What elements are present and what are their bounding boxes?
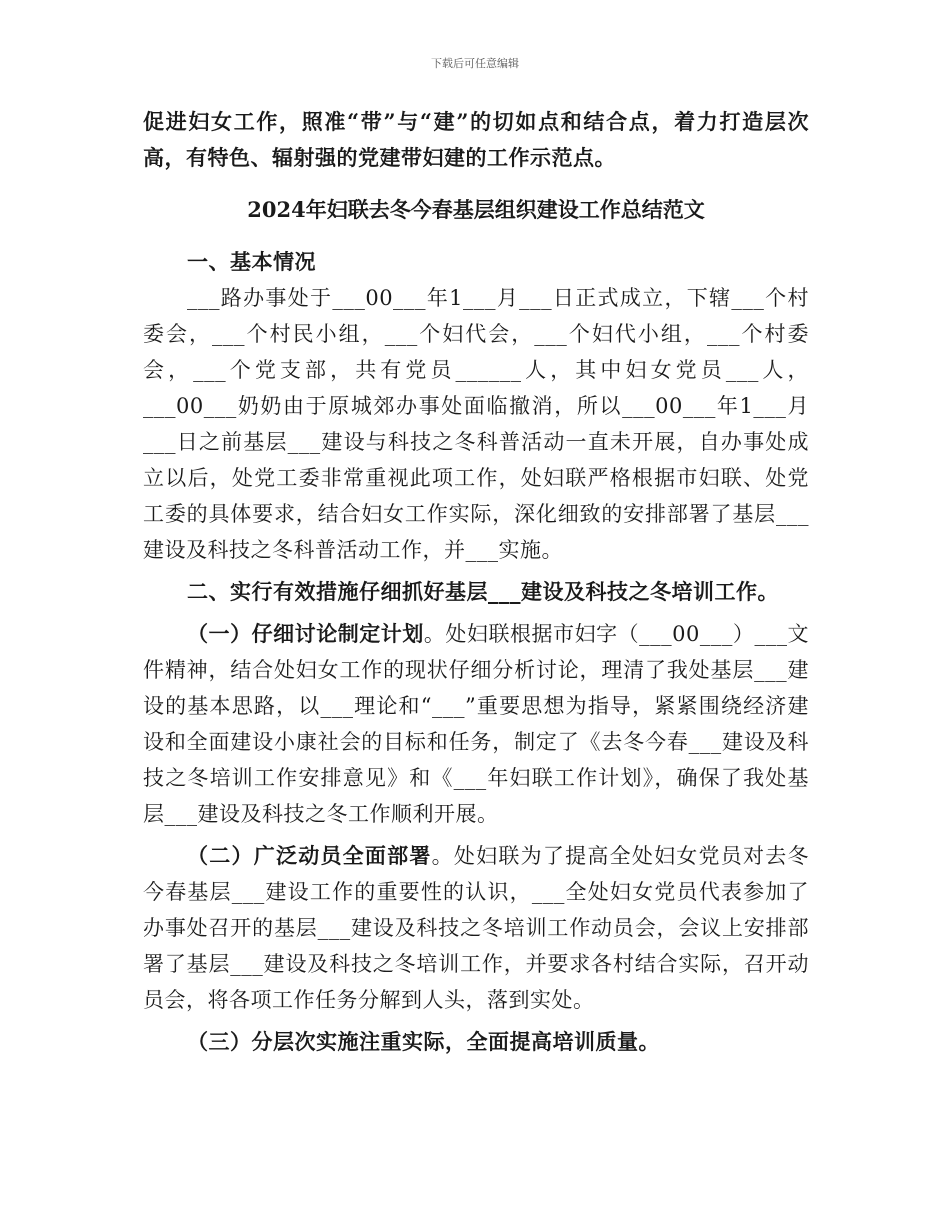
section-2-item-1-body: 。处妇联根据市妇字（___00___）___文件精神，结合处妇女工作的现状仔细分析讨论，理清了我处基层___建设的基本思路，以___理论和“___”重要思想为指导，紧紧围绕经济建设和全面建设小康社会的目标和任务，制定了《去冬今春___建设及科技之冬培训工作安排意见》和《___年妇联工作计划》，确保了我处基层___建设及科技之冬工作顺利开展。	[143, 622, 809, 826]
section-2-item-2	[143, 838, 809, 1018]
section-2-item-2-body: 。处妇联为了提高全处妇女党员对去冬今春基层___建设工作的重要性的认识，___全处妇女党员代表参加了办事处召开的基层___建设及科技之冬培训工作动员会，会议上安排部署了基层___建设及科技之冬培训工作，并要求各村结合实际，召开动员会，将各项工作任务分解到人头，落到实处。	[143, 844, 810, 1012]
document-title: 2024年妇联去冬今春基层组织建设工作总结范文	[247, 197, 705, 222]
section-2-heading: 二、实行有效措施仔细抓好基层___建设及科技之冬培训工作。	[187, 579, 779, 604]
section-2-item-1	[143, 616, 809, 832]
document-page	[143, 104, 809, 1060]
intro-paragraph: 促进妇女工作，照准“带”与“建”的切如点和结合点，着力打造层次高，有特色、辐射强的党建带妇建的工作示范点。	[143, 109, 809, 170]
section-1-heading: 一、基本情况	[187, 249, 316, 274]
section-2-item-2-lead: （二）广泛动员全面部署	[187, 843, 432, 868]
section-1-body: ___路办事处于___00___年1___月___日正式成立，下辖___个村委会，___个村民小组，___个妇代会，___个妇代小组，___个村委会，___个党支部，共有党员______人，其中妇女党员___人，___00___奶奶由于原城郊办事处面临撤消，所以___00___年1___月___日之前基层___建设与科技之冬科普活动一直未开展，自办事处成立以后，处党工委非常重视此项工作，处妇联严格根据市妇联、处党工委的具体要求，结合妇女工作实际，深化细致的安排部署了基层___建设及科技之冬科普活动工作，并___实施。	[143, 286, 809, 562]
section-2-item-3	[143, 1024, 809, 1060]
section-2-item-1-lead: （一）仔细讨论制定计划	[187, 621, 424, 646]
page-header-note: 下载后可任意编辑	[431, 57, 519, 70]
section-2-item-3-lead: （三）分层次实施注重实际，全面提高培训质量。	[187, 1029, 660, 1054]
